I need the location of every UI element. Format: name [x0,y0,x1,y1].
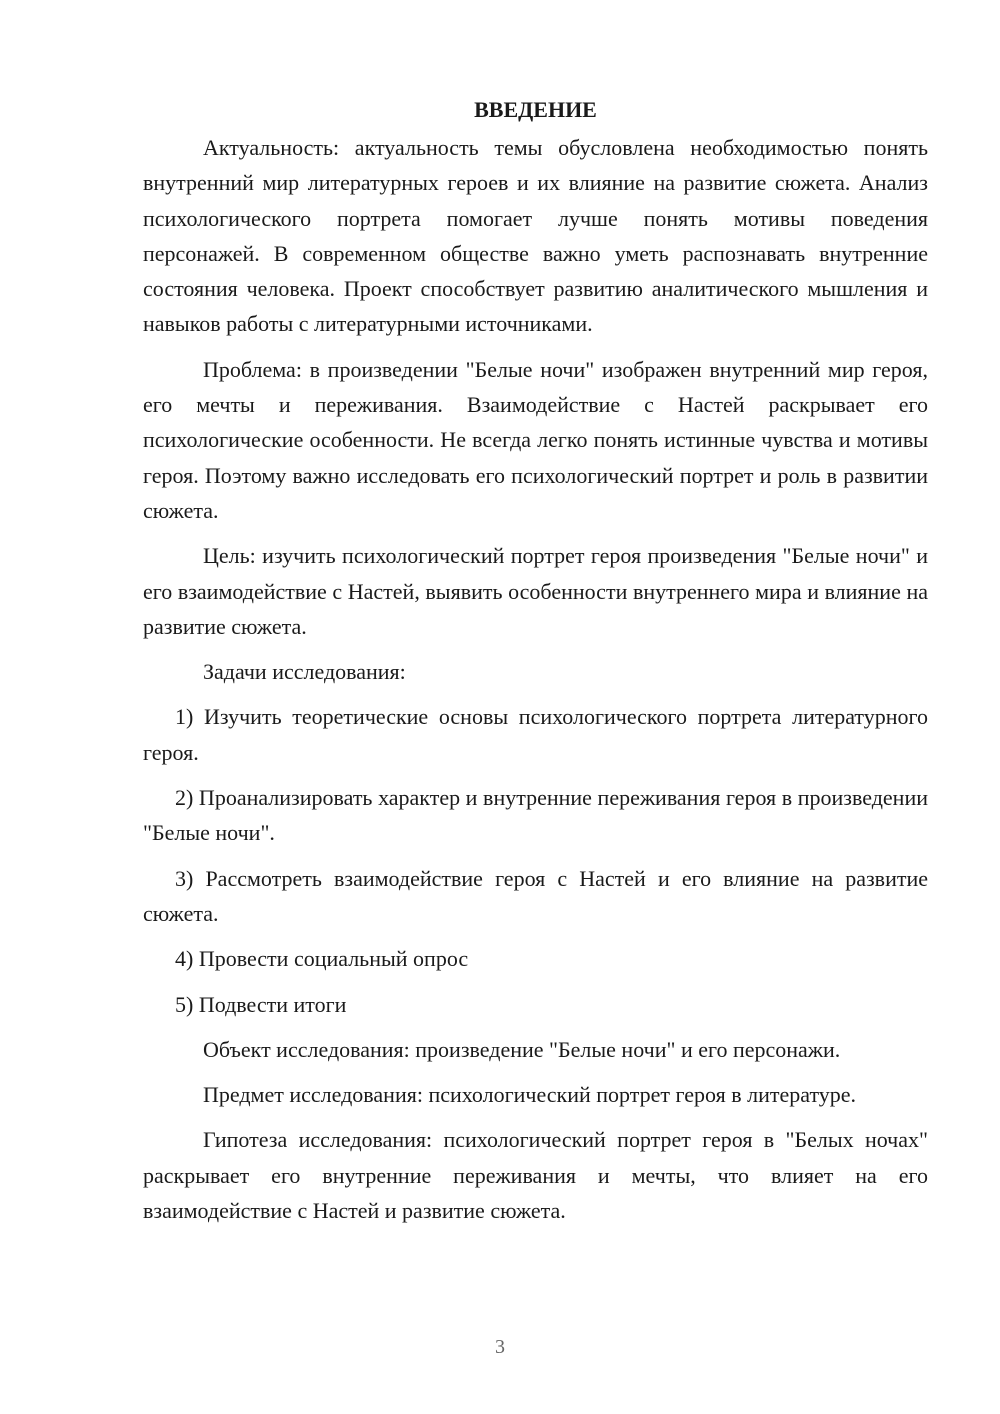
task-item-5: 5) Подвести итоги [175,991,347,1017]
problem-paragraph: Проблема: в произведении "Белые ночи" изображен внутренний мир героя, его мечты и переживания. Взаимодействие с Настей раскрывает его психологические особенности. Не всегда легко понять истинные чувства и мотивы героя. Поэтому важно исследовать его психологический портрет и роль в развитии сюжета. [143,356,928,523]
task-item-1: 1) Изучить теоретические основы психологического портрета литературного героя. [143,704,928,765]
subject-paragraph: Предмет исследования: психологический портрет героя в литературе. [203,1082,857,1108]
task-item-4: 4) Провести социальный опрос [175,946,469,972]
task-item-3: 3) Рассмотреть взаимодействие героя с Настей и его влияние на развитие сюжета. [143,865,928,926]
task-item-2: 2) Проанализировать характер и внутренние переживания героя в произведении "Белые ночи". [143,785,928,846]
relevance-paragraph: Актуальность: актуальность темы обусловлена необходимостью понять внутренний мир литературных героев и их влияние на развитие сюжета. Анализ психологического портрета помогает лучше понять мотивы поведения персонажей. В современном обществе важно уметь распознавать внутренние состояния человека. Проект способствует развитию аналитического мышления и навыков работы с литературными источниками. [143,135,928,337]
document-page [143,92,928,1238]
page-number: 3 [495,1336,505,1358]
goal-paragraph: Цель: изучить психологический портрет героя произведения "Белые ночи" и его взаимодействие с Настей, выявить особенности внутреннего мира и влияние на развитие сюжета. [143,543,928,639]
section-title: ВВЕДЕНИЕ [474,97,597,122]
hypothesis-paragraph: Гипотеза исследования: психологический портрет героя в "Белых ночах" раскрывает его внутренние переживания и мечты, что влияет на его взаимодействие с Настей и развитие сюжета. [143,1127,928,1224]
object-paragraph: Объект исследования: произведение "Белые ночи" и его персонажи. [203,1036,841,1062]
tasks-heading: Задачи исследования: [203,659,406,685]
